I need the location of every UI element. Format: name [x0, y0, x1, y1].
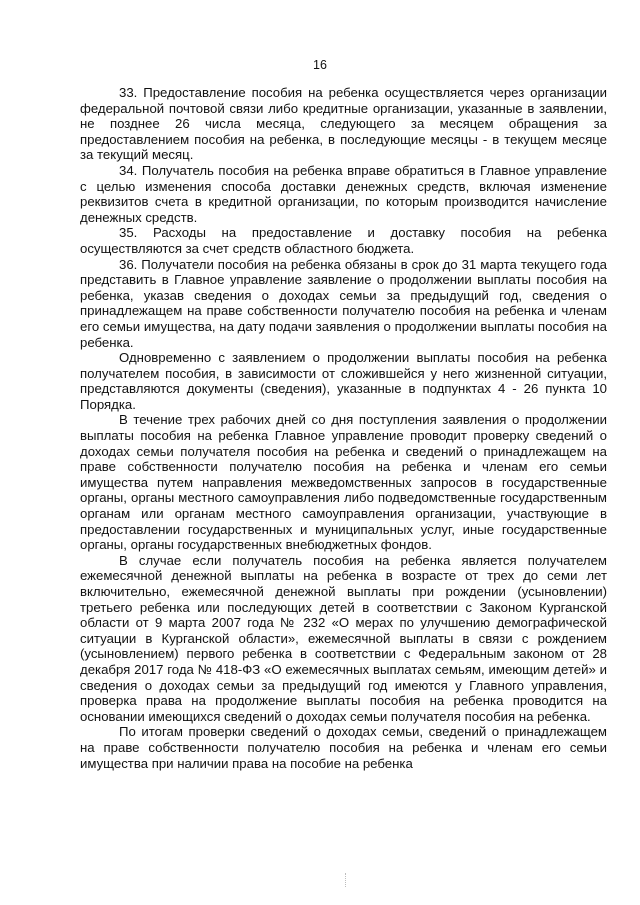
paragraph-34: 34. Получатель пособия на ребенка вправе обратиться в Главное управление с целью изменения способа доставки денежных средств, включая изменение реквизитов счета в кредитной организации, по которым производится начисление денежных средств.	[80, 162, 607, 225]
scan-artifact-mark	[345, 873, 347, 887]
paragraph-36: 36. Получатели пособия на ребенка обязаны в срок до 31 марта текущего года представить в Главное управление заявление о продолжении выплаты пособия на ребенка, указав сведения о доходах семьи за предыдущий год, сведения о принадлежащем на праве собственности получателю пособия на ребенка и членам его семьи имущества, на дату подачи заявления о продолжении выплаты пособия на ребенка.	[80, 256, 607, 350]
page-number: 16	[313, 58, 327, 72]
document-body	[80, 85, 607, 771]
paragraph-documents: Одновременно с заявлением о продолжении выплаты пособия на ребенка получателем пособия, в зависимости от сложившейся у него жизненной ситуации, представляются документы (сведения), указанные в подпунктах 4 - 26 пункта 10 Порядка.	[80, 350, 607, 412]
paragraph-33: 33. Предоставление пособия на ребенка осуществляется через организации федеральной почтовой связи либо кредитные организации, указанные в заявлении, не позднее 26 числа месяца, следующего за месяцем обращения за предоставлением пособия на ребенка, в последующие месяцы - в текущем месяце за текущий месяц.	[80, 85, 607, 163]
paragraph-35: 35. Расходы на предоставление и доставку пособия на ребенка осуществляются за счет средств областного бюджета.	[80, 225, 607, 256]
paragraph-results: По итогам проверки сведений о доходах семьи, сведений о принадлежащем на праве собственности получателю пособия на ребенка и членам его семьи имущества при наличии права на пособие на ребенка	[80, 724, 607, 771]
paragraph-existing-data: В случае если получатель пособия на ребенка является получателем ежемесячной денежной выплаты на ребенка в возрасте от трех до семи лет включительно, ежемесячной денежной выплаты при рождении (усыновлении) третьего ребенка или последующих детей в соответствии с Законом Курганской области от 9 марта 2007 года № 232 «О мерах по улучшению демографической ситуации в Курганской области», ежемесячной выплаты в связи с рождением (усыновлением) первого ребенка в соответствии с Федеральным законом от 28 декабря 2017 года № 418-ФЗ «О ежемесячных выплатах семьям, имеющим детей» и сведения о доходах семьи за предыдущий год имеются у Главного управления, проверка права на продолжение выплаты пособия на ребенка проводится на основании имеющихся сведений о доходах семьи получателя пособия на ребенка.	[80, 552, 607, 724]
paragraph-verification: В течение трех рабочих дней со дня поступления заявления о продолжении выплаты пособия на ребенка Главное управление проводит проверку сведений о доходах семьи получателя пособия на ребенка и сведений о принадлежащем на праве собственности получателю пособия на ребенка и членам его семьи имущества путем направления межведомственных запросов в государственные органы, органы местного самоуправления либо подведомственные государственным органам или органам местного самоуправления организации, участвующие в предоставлении государственных и муниципальных услуг, иные государственные органы, органы государственных внебюджетных фондов.	[80, 412, 607, 553]
